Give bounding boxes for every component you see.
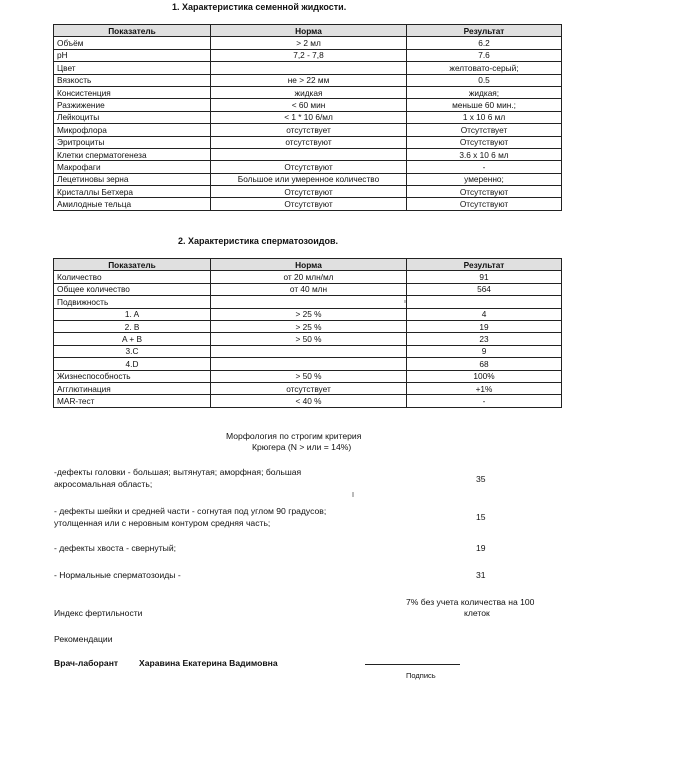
result-cell: желтовато-серый;: [407, 62, 562, 74]
morphology-item-value: 35: [476, 474, 486, 484]
result-cell: [407, 296, 562, 308]
parameter-cell: Лецетиновы зерна: [54, 173, 211, 185]
norm-cell: отсутствует: [211, 124, 407, 136]
section2-title: 2. Характеристика сперматозоидов.: [178, 236, 338, 246]
recommendations-label: Рекомендации: [54, 634, 113, 644]
norm-cell: [211, 148, 407, 160]
result-cell: 7.6: [407, 49, 562, 61]
morphology-item-label: - дефекты шейки и средней части - согнутая под углом 90 градусов;: [54, 506, 327, 516]
result-cell: Отсутствуют: [407, 186, 562, 198]
morphology-item-label: утолщенная или с неровным контуром средняя часть;: [54, 518, 271, 528]
norm-cell: от 20 млн/мл: [211, 271, 407, 283]
norm-cell: > 25 %: [211, 308, 407, 320]
table-row: [54, 320, 562, 332]
result-cell: жидкая;: [407, 86, 562, 98]
morphology-item-value: 15: [476, 512, 486, 522]
norm-cell: отсутствуют: [211, 136, 407, 148]
result-cell: 23: [407, 333, 562, 345]
parameter-cell: Общее количество: [54, 283, 211, 295]
morphology-item-label: акросомальная область;: [54, 479, 153, 489]
parameter-cell: Микрофлора: [54, 124, 211, 136]
table-row: [54, 283, 562, 295]
table-row: [54, 99, 562, 111]
parameter-cell: Макрофаги: [54, 161, 211, 173]
morphology-item-value: 19: [476, 543, 486, 553]
result-cell: 3.6 х 10 6 мл: [407, 148, 562, 160]
parameter-cell: Клетки сперматогенеза: [54, 148, 211, 160]
scan-mark: [352, 492, 354, 497]
table-row: [54, 186, 562, 198]
table-row: [54, 173, 562, 185]
table-row: [54, 74, 562, 86]
signer-role: Врач-лаборант: [54, 658, 119, 668]
table-row: [54, 124, 562, 136]
table-row: [54, 148, 562, 160]
table-row: [54, 382, 562, 394]
result-cell: +1%: [407, 382, 562, 394]
table-row: [54, 296, 562, 308]
table-row: [54, 370, 562, 382]
parameter-cell: Количество: [54, 271, 211, 283]
sperm-table: [53, 258, 562, 408]
norm-cell: жидкая: [211, 86, 407, 98]
morphology-title: Морфология по строгим критерия: [226, 431, 362, 441]
column-header: Результат: [407, 25, 562, 37]
parameter-cell: Подвижность: [54, 296, 211, 308]
table-row: [54, 49, 562, 61]
column-header: Показатель: [54, 25, 211, 37]
fertility-index-value: 7% без учета количества на 100: [406, 597, 535, 607]
parameter-cell: 3.C: [54, 345, 211, 357]
table-header-row: [54, 259, 562, 271]
seminal-fluid-table: [53, 24, 562, 211]
parameter-cell: Консистенция: [54, 86, 211, 98]
norm-cell: Отсутствуют: [211, 198, 407, 210]
column-header: Норма: [211, 259, 407, 271]
table-row: [54, 62, 562, 74]
norm-cell: > 50 %: [211, 333, 407, 345]
table-row: [54, 86, 562, 98]
column-header: Показатель: [54, 259, 211, 271]
norm-cell: < 1 * 10 6/мл: [211, 111, 407, 123]
table-row: [54, 271, 562, 283]
parameter-cell: Объём: [54, 37, 211, 49]
table-row: [54, 333, 562, 345]
norm-cell: > 25 %: [211, 320, 407, 332]
result-cell: 4: [407, 308, 562, 320]
fertility-index-label: Индекс фертильности: [54, 608, 143, 618]
parameter-cell: Эритроциты: [54, 136, 211, 148]
norm-cell: от 40 млн: [211, 283, 407, 295]
column-header: Результат: [407, 259, 562, 271]
result-cell: 9: [407, 345, 562, 357]
result-cell: 6.2: [407, 37, 562, 49]
fertility-index-value-cont: клеток: [464, 608, 490, 618]
morphology-subtitle: Крюгера (N > или = 14%): [252, 442, 352, 452]
norm-cell: Отсутствуют: [211, 186, 407, 198]
parameter-cell: pH: [54, 49, 211, 61]
result-cell: меньше 60 мин.;: [407, 99, 562, 111]
result-cell: Отсутствует: [407, 124, 562, 136]
parameter-cell: Лейкоциты: [54, 111, 211, 123]
norm-cell: не > 22 мм: [211, 74, 407, 86]
result-cell: 1 х 10 6 мл: [407, 111, 562, 123]
norm-cell: 7,2 - 7,8: [211, 49, 407, 61]
result-cell: 564: [407, 283, 562, 295]
norm-cell: отсутствует: [211, 382, 407, 394]
result-cell: 19: [407, 320, 562, 332]
signer-name: Харавина Екатерина Вадимовна: [139, 658, 278, 668]
morphology-item-label: - дефекты хвоста - свернутый;: [54, 543, 177, 553]
norm-cell: Отсутствуют: [211, 161, 407, 173]
norm-cell: [211, 345, 407, 357]
table-row: [54, 198, 562, 210]
column-header: Норма: [211, 25, 407, 37]
parameter-cell: 4.D: [54, 358, 211, 370]
result-cell: 100%: [407, 370, 562, 382]
table-row: [54, 136, 562, 148]
table-row: [54, 161, 562, 173]
parameter-cell: 1. A: [54, 308, 211, 320]
table-row: [54, 111, 562, 123]
result-cell: 0.5: [407, 74, 562, 86]
table-row: [54, 395, 562, 407]
norm-cell: Большое или умеренное количество: [211, 173, 407, 185]
parameter-cell: Разжижение: [54, 99, 211, 111]
morphology-item-label: - Нормальные сперматозоиды -: [54, 570, 181, 580]
signature-line: [365, 664, 460, 665]
morphology-item-label: -дефекты головки - большая; вытянутая; аморфная; большая: [54, 467, 302, 477]
parameter-cell: MAR-тест: [54, 395, 211, 407]
parameter-cell: Кристаллы Бетхера: [54, 186, 211, 198]
table-header-row: [54, 25, 562, 37]
norm-cell: [211, 296, 407, 308]
morphology-item-value: 31: [476, 570, 486, 580]
result-cell: умеренно;: [407, 173, 562, 185]
parameter-cell: Цвет: [54, 62, 211, 74]
parameter-cell: 2. B: [54, 320, 211, 332]
parameter-cell: Вязкость: [54, 74, 211, 86]
parameter-cell: Агглютинация: [54, 382, 211, 394]
table-row: [54, 308, 562, 320]
norm-cell: [211, 62, 407, 74]
result-cell: Отсутствуют: [407, 198, 562, 210]
signature-label: Подпись: [406, 671, 436, 680]
parameter-cell: Жизнеспособность: [54, 370, 211, 382]
result-cell: 91: [407, 271, 562, 283]
norm-cell: > 2 мл: [211, 37, 407, 49]
parameter-cell: Амилодные тельца: [54, 198, 211, 210]
result-cell: -: [407, 161, 562, 173]
table-row: [54, 345, 562, 357]
table-row: [54, 37, 562, 49]
norm-cell: < 60 мин: [211, 99, 407, 111]
result-cell: Отсутствуют: [407, 136, 562, 148]
result-cell: -: [407, 395, 562, 407]
parameter-cell: A + B: [54, 333, 211, 345]
norm-cell: > 50 %: [211, 370, 407, 382]
result-cell: 68: [407, 358, 562, 370]
norm-cell: [211, 358, 407, 370]
norm-cell: < 40 %: [211, 395, 407, 407]
table-row: [54, 358, 562, 370]
section1-title: 1. Характеристика семенной жидкости.: [172, 2, 347, 12]
scan-mark: [404, 300, 406, 303]
